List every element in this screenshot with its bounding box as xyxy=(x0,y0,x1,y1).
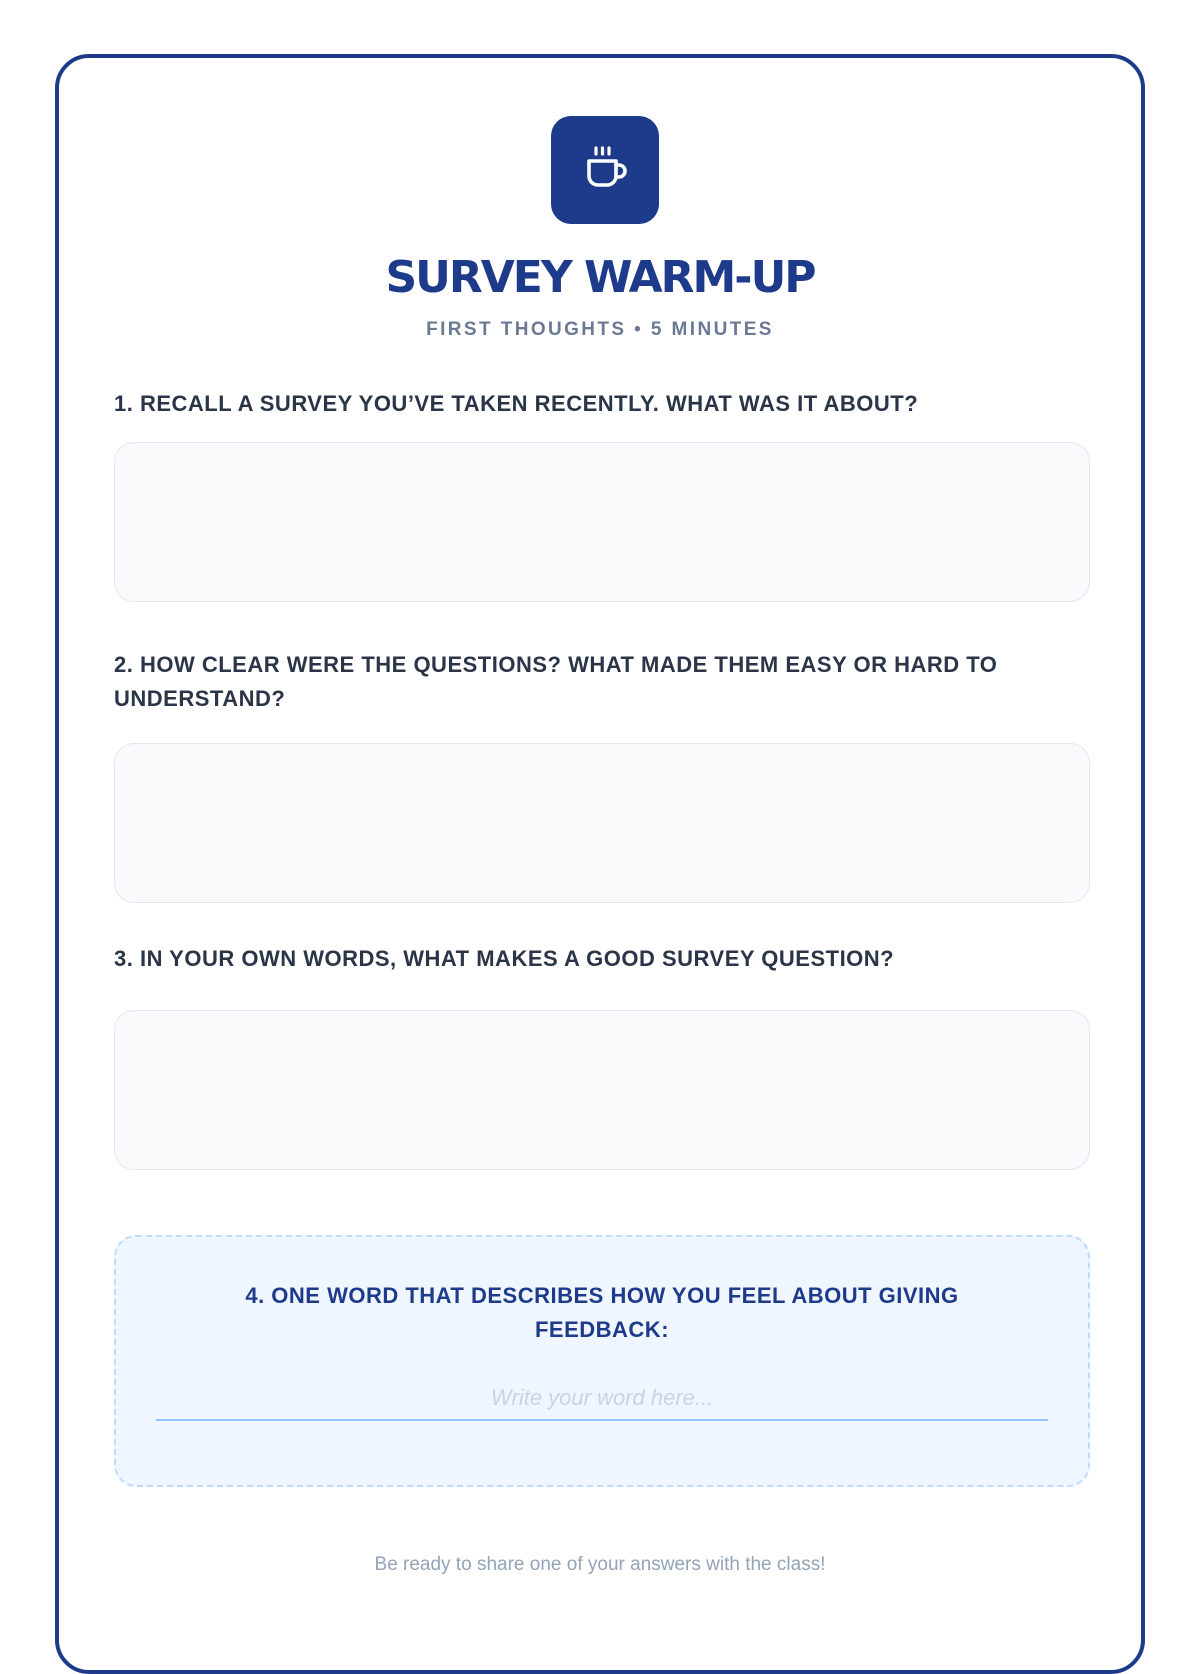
one-word-section xyxy=(114,1235,1090,1487)
logo-tile xyxy=(551,116,659,224)
coffee-cup-icon xyxy=(577,142,633,198)
question-3-answer[interactable] xyxy=(114,1010,1090,1170)
question-2-label: 2. HOW CLEAR WERE THE QUESTIONS? WHAT MADE THEM EASY OR HARD TO UNDERSTAND? xyxy=(114,652,998,711)
question-2-answer[interactable] xyxy=(114,743,1090,903)
question-1-label: 1. RECALL A SURVEY YOU’VE TAKEN RECENTLY. WHAT WAS IT ABOUT? xyxy=(114,391,919,416)
worksheet-card xyxy=(55,54,1145,1674)
question-3-label: 3. IN YOUR OWN WORDS, WHAT MAKES A GOOD SURVEY QUESTION? xyxy=(114,946,895,971)
question-4-label: 4. ONE WORD THAT DESCRIBES HOW YOU FEEL ABOUT GIVING FEEDBACK: xyxy=(245,1283,959,1342)
footer-note: Be ready to share one of your answers with the class! xyxy=(374,1554,826,1575)
page-title: SURVEY WARM-UP xyxy=(385,252,815,303)
question-1-answer[interactable] xyxy=(114,442,1090,602)
one-word-input[interactable] xyxy=(156,1377,1048,1421)
page-subtitle: FIRST THOUGHTS • 5 MINUTES xyxy=(426,319,774,340)
